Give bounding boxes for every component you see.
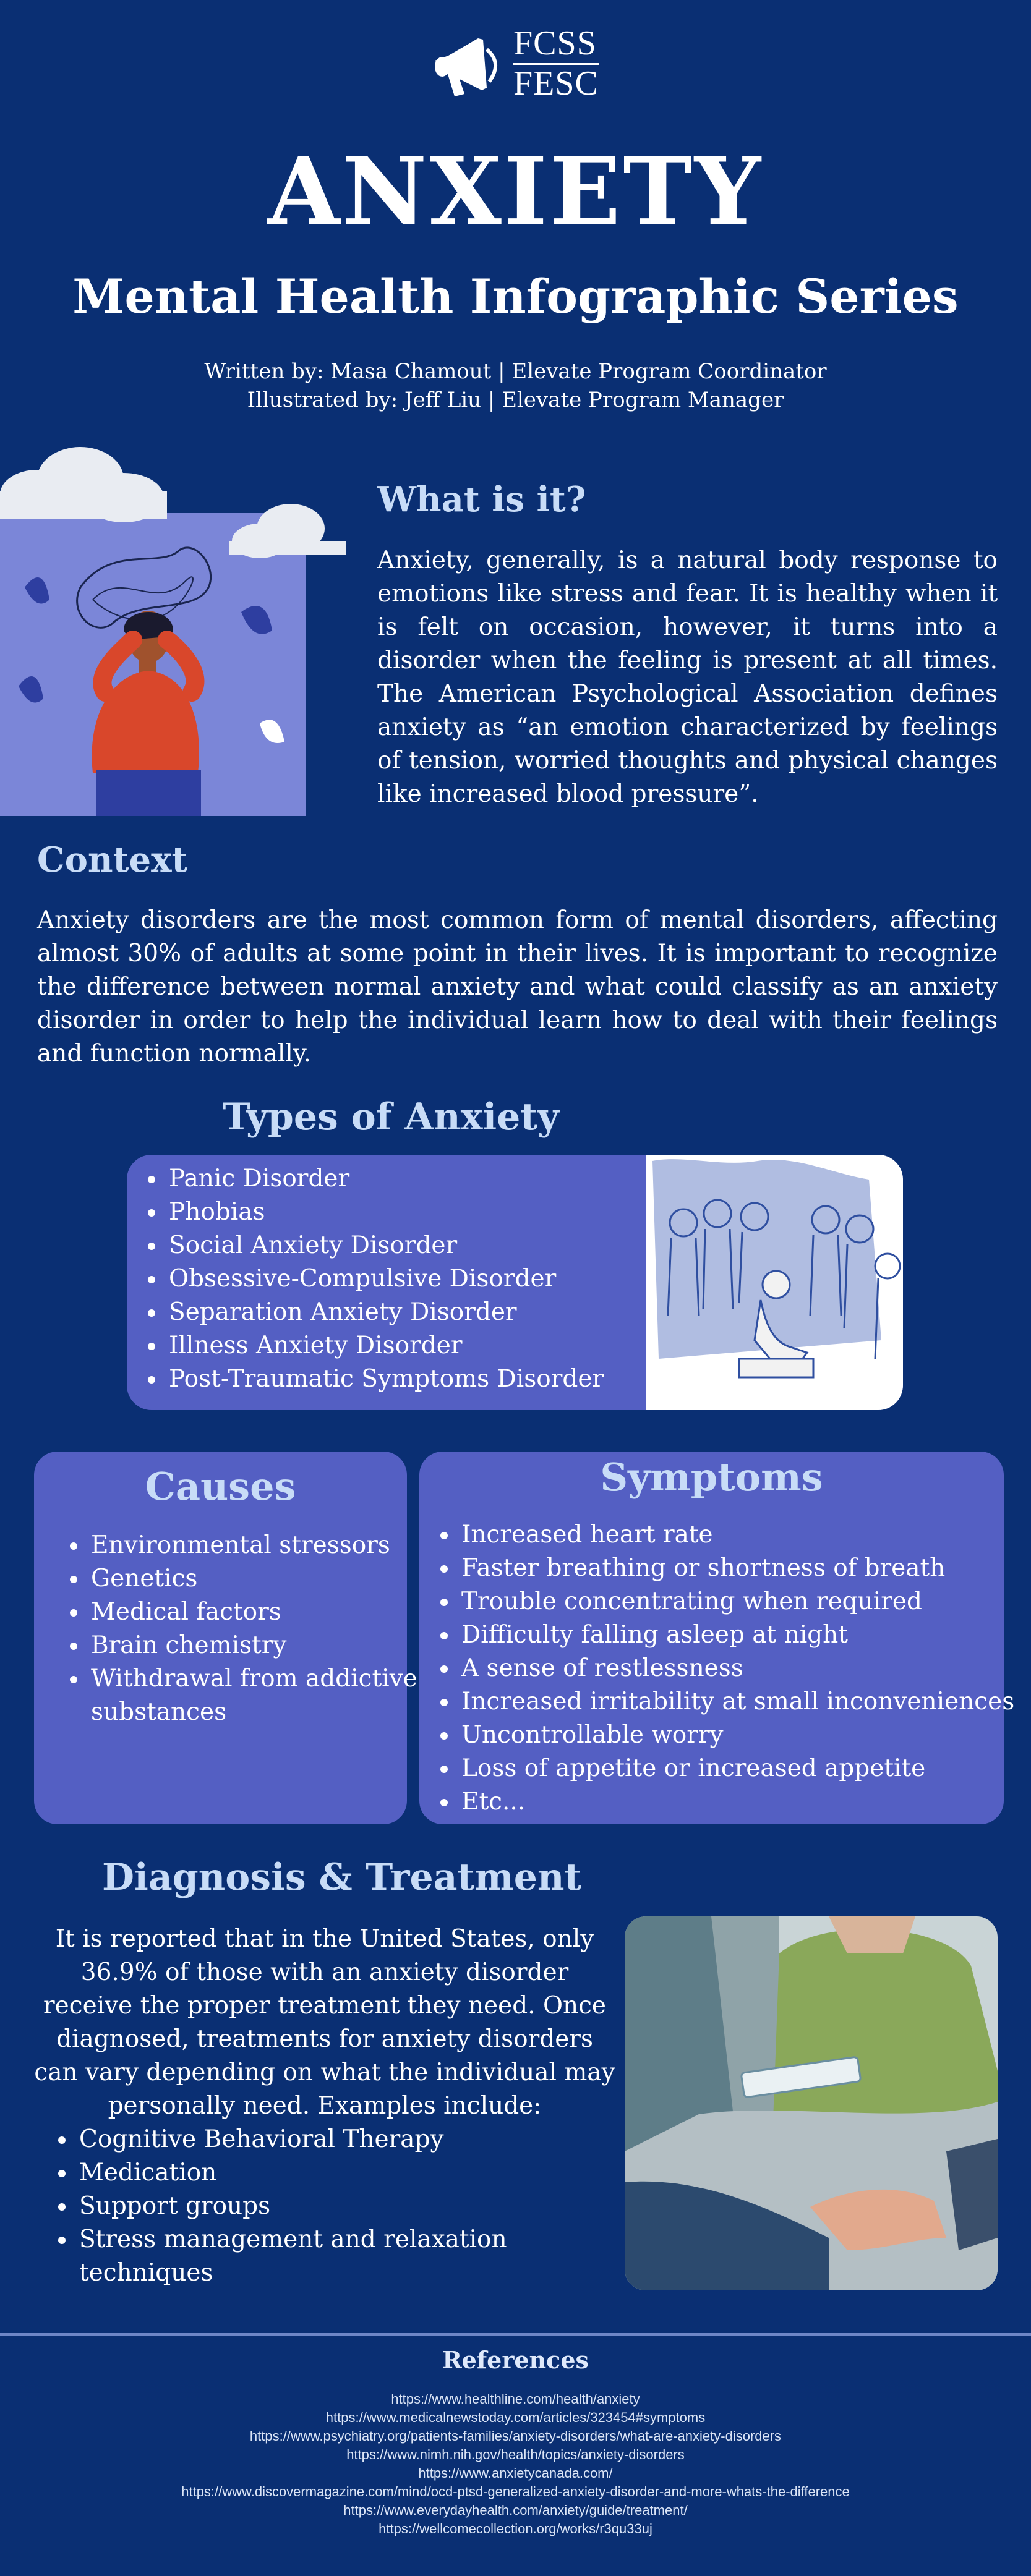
diagnosis-text: It is reported that in the United States, only 36.9% of those with an anxiety disorder receive the proper treatment they need. Once diagnosed, treatments for anxiety disorders can vary depending on what the individual may personally need. Examples include: [34,1925,615,2120]
logo-line-1: FCSS [513,25,599,65]
list-item: • Medical factors [88,1596,422,1629]
list-item: • Phobias [166,1196,604,1229]
illustrated-by: Illustrated by: Jeff Liu | Elevate Program Manager [247,388,784,412]
megaphone-icon [430,31,504,99]
reference-link[interactable]: https://www.everydayhealth.com/anxiety/guide/treatment/ [343,2502,688,2518]
reference-link[interactable]: https://www.nimh.nih.gov/health/topics/anxiety-disorders [346,2447,685,2462]
list-item: • Separation Anxiety Disorder [166,1296,604,1329]
symptoms-heading: Symptoms [600,1455,823,1500]
page-title: ANXIETY [267,137,764,246]
reference-link[interactable]: https://wellcomecollection.org/works/r3qu33uj [379,2521,652,2536]
anxious-person-illustration [0,427,359,822]
list-item: • Support groups [77,2190,633,2223]
therapy-session-photo [625,1916,998,2290]
list-item: • Increased irritability at small inconveniences [459,1685,1031,1719]
list-item: • Panic Disorder [166,1162,604,1196]
page-subtitle: Mental Health Infographic Series [72,269,959,324]
reference-link[interactable]: https://www.healthline.com/health/anxiety [391,2391,640,2407]
causes-list [49,1529,422,1729]
list-item: • A sense of restlessness [459,1652,1031,1685]
references-heading: References [442,2346,589,2374]
list-item: • Stress management and relaxation techniques [77,2223,633,2290]
list-item: • Trouble concentrating when required [459,1585,1031,1618]
list-item: • Faster breathing or shortness of breath [459,1552,1031,1585]
causes-card [34,1452,417,1824]
list-item: • Post-Traumatic Symptoms Disorder [166,1362,604,1396]
list-item: • Difficulty falling asleep at night [459,1618,1031,1652]
list-item: • Cognitive Behavioral Therapy [77,2123,633,2156]
list-item: • Increased heart rate [459,1518,1031,1552]
treatment-list [37,2123,633,2290]
list-item: • Genetics [88,1562,422,1596]
list-item: • Uncontrollable worry [459,1719,1031,1752]
list-item: • Environmental stressors [88,1529,422,1562]
logo-line-2: FESC [513,64,599,103]
fcss-logo [430,25,606,108]
list-item: • Loss of appetite or increased appetite [459,1752,1031,1785]
types-heading: Types of Anxiety [223,1095,559,1139]
list-item: • Medication [77,2156,633,2190]
list-item: • Illness Anxiety Disorder [166,1329,604,1362]
diagnosis-heading: Diagnosis & Treatment [102,1856,582,1899]
reference-link[interactable]: https://www.psychiatry.org/patients-families/anxiety-disorders/what-are-anxiety-disorders [249,2428,782,2444]
list-item: • Social Anxiety Disorder [166,1229,604,1262]
written-by: Written by: Masa Chamout | Elevate Program Coordinator [204,359,827,384]
reference-link[interactable]: https://www.anxietycanada.com/ [418,2465,613,2481]
list-item: • Etc... [459,1785,1031,1819]
crowd-illustration [646,1155,903,1410]
reference-link[interactable]: https://www.discovermagazine.com/mind/ocd-ptsd-generalized-anxiety-disorder-and-more-whats-the-difference [181,2484,850,2499]
list-item: • Obsessive-Compulsive Disorder [166,1262,604,1296]
causes-heading: Causes [145,1464,296,1509]
symptoms-card [419,1452,1015,1824]
list-item: • Withdrawal from addictive substances [88,1662,422,1729]
reference-link[interactable]: https://www.medicalnewstoday.com/articles/323454#symptoms [325,2410,706,2425]
list-item: • Brain chemistry [88,1629,422,1662]
what-is-it-heading: What is it? [377,479,586,520]
symptoms-list [419,1518,1031,1819]
types-list [127,1162,604,1396]
context-text: Anxiety disorders are the most common form of mental disorders, affecting almost 30% of adults at some point in their lives. It is important to recognize the difference between normal anxiety and what could classify as an anxiety disorder in order to help the individual learn how to deal with their feelings and function normally. [37,906,998,1068]
context-heading: Context [37,840,188,880]
section-divider [0,2333,1031,2336]
types-card [127,1155,903,1410]
what-is-it-text: Anxiety, generally, is a natural body response to emotions like stress and fear. It is healthy when it is felt on occasion, however, it turns into a disorder when the feeling is present at all times. The American Psychological Association defines anxiety as “an emotion characterized by feelings of tension, worried thoughts and physical changes like increased blood pressure”. [377,546,998,808]
